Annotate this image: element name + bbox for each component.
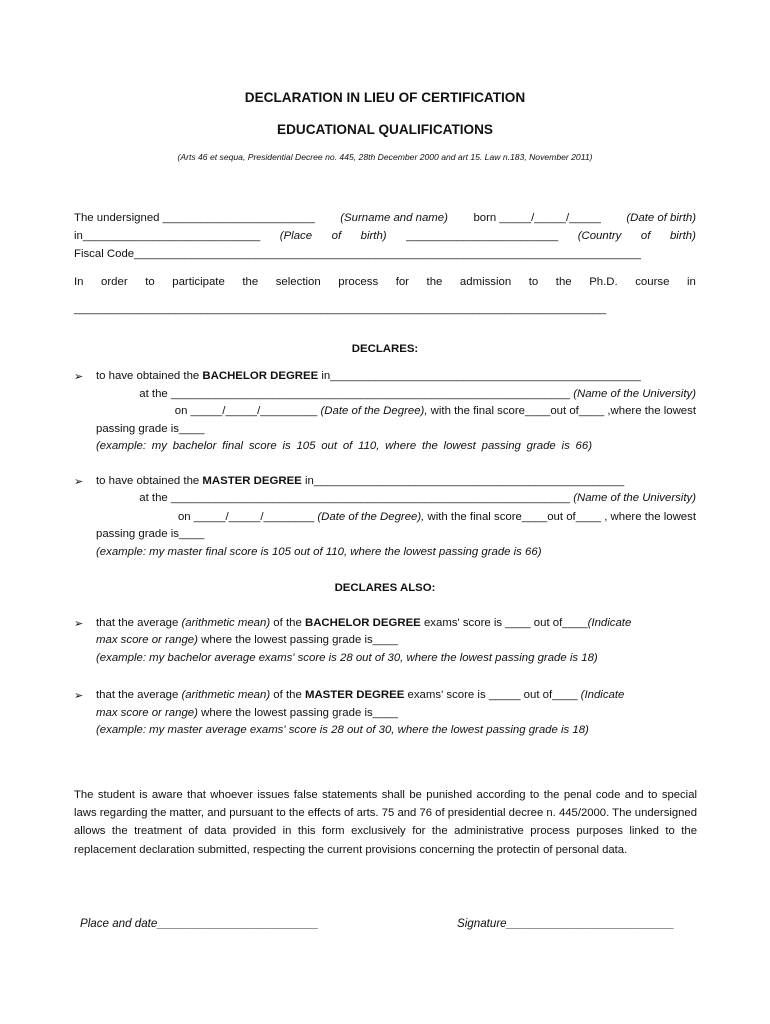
bachelor-average-score-field[interactable]: exams' score is ____ out of____ [423,617,588,629]
declares-heading: DECLARES: [351,343,419,355]
bachelor-degree-line-1: to have obtained the BACHELOR DEGREE in_________________________________________________ [96,370,641,382]
master-example: (example: my master final score is 105 out of 110, where the lowest passing grade is 66) [96,546,542,558]
master-average-line-1: that the average (arithmetic mean) of the MASTER DEGREE exams' score is _____ out of____ (Indicate [96,689,625,701]
signature-field[interactable]: Signature__________________________ [457,917,675,930]
surname-field[interactable]: The undersigned ________________________ [74,212,315,224]
personal-line-2: in____________________________ (Place of birth) ________________________ (Country of birth) [74,230,696,242]
legal-reference: (Arts 46 et sequa, Presidential Decree no. 445, 28th December 2000 and art 15. Law n.183, November 2011) [177,152,593,162]
bachelor-date-score-line: on _____/_____/_________ (Date of the Degree), with the final score____out of____ ,where the lowest [174,405,696,417]
personal-line-1 [74,212,696,224]
bullet-icon: ➢ [74,476,84,488]
birthplace-field[interactable]: in____________________________ [74,230,261,242]
participation-line: In order to participate the selection process for the admission to the Ph.D. course in [74,276,696,288]
bachelor-average-passing-field[interactable]: where the lowest passing grade is____ [201,634,399,646]
master-average-passing-field[interactable]: where the lowest passing grade is____ [201,707,399,719]
master-average-example: (example: my master average exams' score is 28 out of 30, where the lowest passing grade is 18) [96,724,589,736]
surname-label: (Surname and name) [340,212,448,224]
document-title: DECLARATION IN LIEU OF CERTIFICATION [244,90,526,105]
bachelor-passing-grade-field[interactable]: passing grade is____ [96,423,205,435]
master-average-line-2: max score or range) where the lowest passing grade is____ [96,707,399,719]
bachelor-example: (example: my bachelor final score is 105 out of 110, where the lowest passing grade is 66) [96,440,592,452]
master-subject-field[interactable]: in_________________________________________________ [304,475,625,487]
bachelor-university-field[interactable]: at the _______________________________________________________________ [139,388,571,400]
fiscal-code-field[interactable]: Fiscal Code________________________________________________________________________________ [74,248,641,260]
bullet-icon: ➢ [74,690,84,702]
master-date-score-line: on _____/_____/________ (Date of the Degree), with the final score____out of____ , where the lowest [177,511,696,523]
bachelor-average-example: (example: my bachelor average exams' score is 28 out of 30, where the lowest passing grade is 18) [96,652,598,664]
bachelor-score-field[interactable]: with the final score____out of____ ,where the lowest [430,405,696,417]
birthdate-field[interactable]: born _____/_____/_____ [473,212,601,224]
master-average-score-field[interactable]: exams' score is _____ out of____ [407,689,578,701]
bullet-icon: ➢ [74,618,84,630]
bachelor-average-line-2: max score or range) where the lowest passing grade is____ [96,634,399,646]
master-date-field[interactable]: on _____/_____/________ [177,511,315,523]
master-degree-line-1: to have obtained the MASTER DEGREE in_________________________________________________ [96,475,625,487]
bullet-icon: ➢ [74,371,84,383]
bachelor-university-line: at the _______________________________________________________________ (Name of the University) [139,388,696,400]
legal-statement: The student is aware that whoever issues false statements shall be punished according to the penal code and to special laws regarding the matter, and pursuant to the effects of arts. 75 and 76 of presidential decree n. 445/2000. The undersigned allows the treatment of data provided in this form exclusively for the administrative process purposes linked to the replacement declaration submitted, respecting the current provisions concerning the protectin of personal data. [74,789,697,856]
bachelor-subject-field[interactable]: in_________________________________________________ [321,370,641,382]
master-university-field[interactable]: at the _______________________________________________________________ [139,492,571,504]
master-passing-grade-field[interactable]: passing grade is____ [96,528,205,540]
country-field[interactable]: ________________________ [406,230,559,242]
bachelor-average-line-1: that the average (arithmetic mean) of the BACHELOR DEGREE exams' score is ____ out of____(Indicate [96,617,632,629]
phd-course-field[interactable]: ____________________________________________________________________________________ [74,303,607,315]
declares-also-heading: DECLARES ALSO: [334,582,436,594]
birthdate-label: (Date of birth) [626,212,696,224]
master-university-line: at the _______________________________________________________________ (Name of the University) [139,492,696,504]
document-subtitle: EDUCATIONAL QUALIFICATIONS [277,122,493,137]
bachelor-date-field[interactable]: on _____/_____/_________ [174,405,318,417]
place-date-field[interactable]: Place and date_________________________ [80,917,319,930]
master-score-field[interactable]: with the final score____out of____ , where the lowest [427,511,696,523]
